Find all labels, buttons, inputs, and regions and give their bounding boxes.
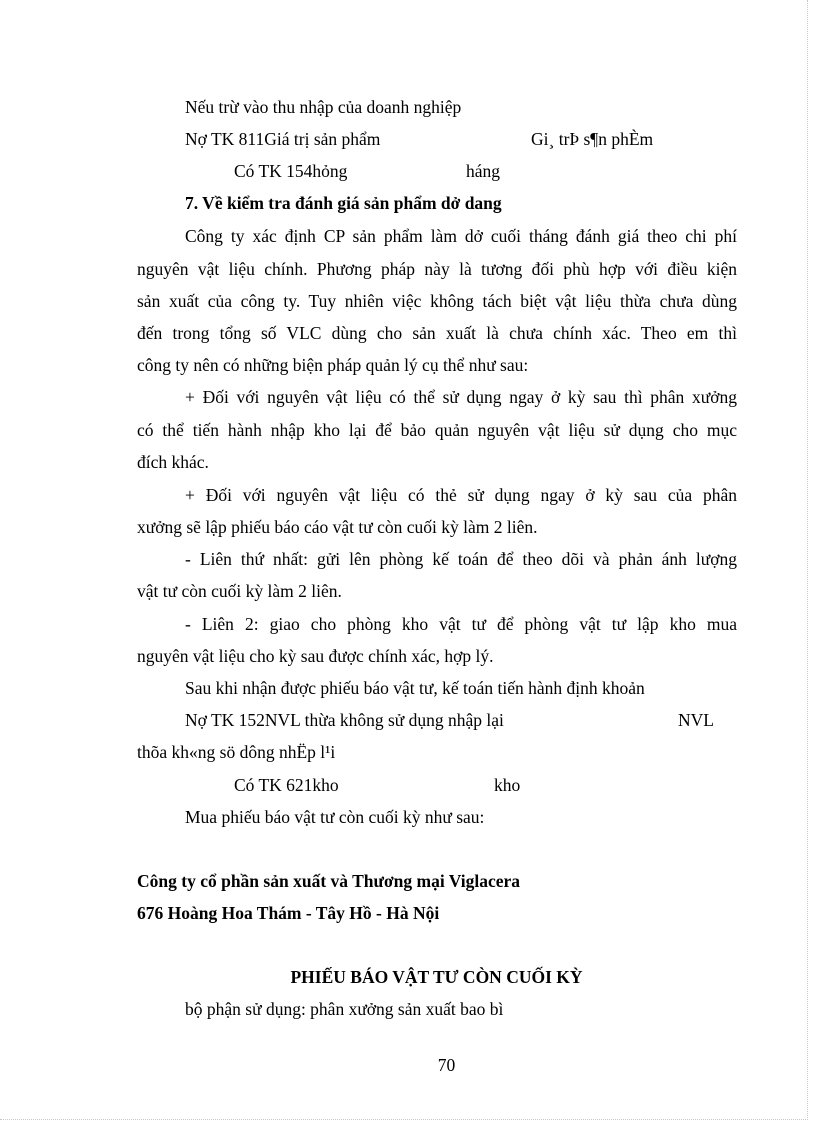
entry2-debit-right: NVL: [678, 710, 714, 730]
entry1-credit-right: háng: [466, 161, 501, 181]
entry1-credit: Có TK 154hỏng: [234, 161, 348, 181]
para2-line1: + Đối với nguyên vật liệu có thể sử dụng ngay ở kỳ sau thì phân xưởng: [185, 387, 737, 407]
para1-line2: nguyên vật liệu chính. Phương pháp này là tương đối phù hợp với điều kiện: [137, 259, 737, 279]
entry1-debit-right: Gi¸ trÞ s¶n phÈm: [531, 129, 654, 149]
para4-line1: - Liên thứ nhất: gửi lên phòng kế toán để theo dõi và phản ánh lượng: [185, 549, 737, 569]
para1-line5: công ty nên có những biện pháp quản lý cụ thể như sau:: [137, 355, 529, 375]
form-department: bộ phận sử dụng: phân xưởng sản xuất bao bì: [185, 999, 504, 1019]
para1-line1: Công ty xác định CP sản phẩm làm dở cuối tháng đánh giá theo chi phí: [185, 226, 737, 246]
entry1-debit: Nợ TK 811Giá trị sản phẩm: [185, 129, 381, 149]
para2-line2: có thể tiến hành nhập kho lại để bảo quản nguyên vật liệu sử dụng cho mục: [137, 420, 737, 440]
para1-line4: đến trong tổng số VLC dùng cho sản xuất là chưa chính xác. Theo em thì: [137, 323, 737, 343]
para6: Sau khi nhận được phiếu báo vật tư, kế toán tiến hành định khoản: [185, 678, 645, 698]
company-address: 676 Hoàng Hoa Thám - Tây Hồ - Hà Nội: [137, 903, 440, 923]
entry2-credit-right: kho: [494, 775, 521, 795]
paragraph-deduct-income: Nếu trừ vào thu nhập của doanh nghiệp: [185, 97, 462, 117]
para7: Mua phiếu báo vật tư còn cuối kỳ như sau:: [185, 807, 485, 827]
para2-line3: đích khác.: [137, 452, 209, 472]
page-number: 70: [437, 1055, 456, 1075]
section-heading-7: 7. Về kiểm tra đánh giá sản phẩm dở dang: [185, 193, 502, 213]
para4-line2: vật tư còn cuối kỳ làm 2 liên.: [137, 581, 342, 601]
entry2-debit: Nợ TK 152NVL thừa không sử dụng nhập lại: [185, 710, 504, 730]
form-title: PHIẾU BÁO VẬT TƯ CÒN CUỐI KỲ: [290, 967, 583, 987]
company-name: Công ty cổ phần sản xuất và Thương mại Viglacera: [137, 871, 521, 891]
para5-line2: nguyên vật liệu cho kỳ sau được chính xác, hợp lý.: [137, 646, 494, 666]
para1-line3: sản xuất của công ty. Tuy nhiên việc không tách biệt vật liệu thừa chưa dùng: [137, 291, 737, 311]
para3-line2: xưởng sẽ lập phiếu báo cáo vật tư còn cuối kỳ làm 2 liên.: [137, 517, 538, 537]
para5-line1: - Liên 2: giao cho phòng kho vật tư để phòng vật tư lập kho mua: [185, 614, 737, 634]
entry2-credit: Có TK 621kho: [234, 775, 339, 795]
para3-line1: + Đối với nguyên vật liệu có thẻ sử dụng ngay ở kỳ sau của phân: [185, 485, 737, 505]
entry2-debit-cont: thõa kh«ng sö dông nhËp l¹i: [137, 742, 336, 762]
